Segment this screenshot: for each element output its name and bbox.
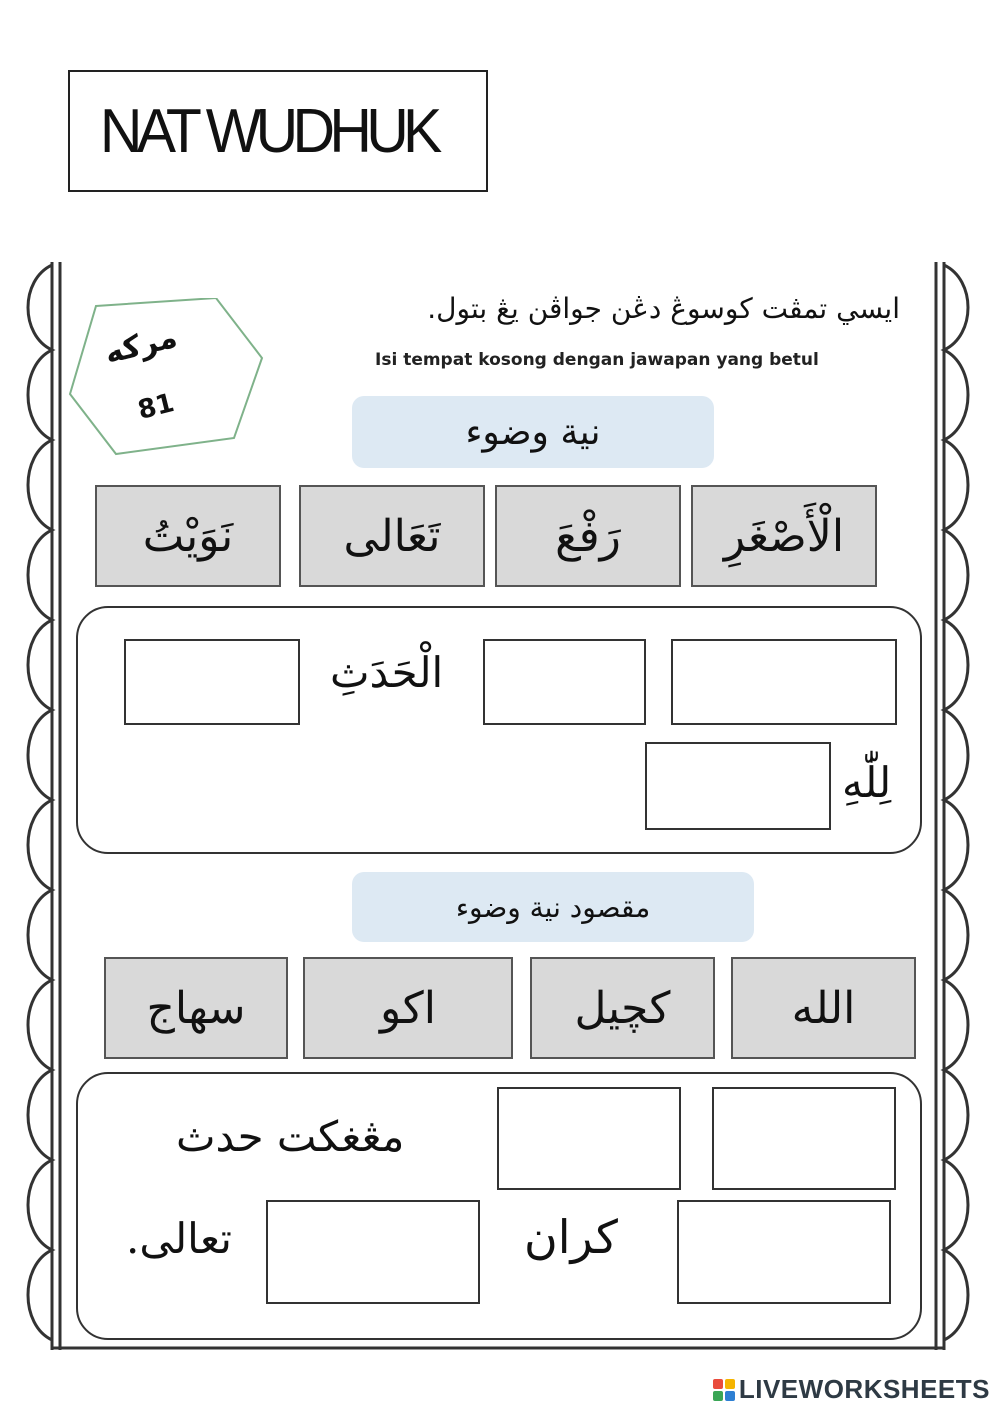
- answer-blank[interactable]: [645, 742, 831, 830]
- liveworksheets-brand: [713, 1374, 990, 1405]
- answer-blank[interactable]: [671, 639, 897, 725]
- word-lillah: لِلّٰهِ: [842, 758, 892, 807]
- word-tile[interactable]: تَعَالى: [299, 485, 485, 587]
- word-taala: تعالى.: [126, 1214, 232, 1263]
- word-tile[interactable]: الله: [731, 957, 916, 1059]
- answer-blank[interactable]: [677, 1200, 891, 1304]
- word-menghilangkan: مڠغكت حدث: [176, 1112, 405, 1161]
- answer-blank[interactable]: [266, 1200, 480, 1304]
- worksheet-title-box: [68, 70, 488, 192]
- instruction-arabic: ايسي تمڤت كوسوڠ دڠن جواڤن يڠ بتول.: [427, 292, 900, 325]
- word-tile[interactable]: كچيل: [530, 957, 715, 1059]
- answer-blank[interactable]: [497, 1087, 681, 1190]
- section2-title: مقصود نية وضوء: [352, 872, 754, 942]
- word-tile[interactable]: رَفْعَ: [495, 485, 681, 587]
- answer-blank[interactable]: [483, 639, 646, 725]
- brand-text: LIVEWORKSHEETS: [738, 1374, 990, 1404]
- word-tile[interactable]: الْأَصْغَرِ: [691, 485, 877, 587]
- answer-blank[interactable]: [124, 639, 300, 725]
- section1-title: نية وضوء: [352, 396, 714, 468]
- liveworksheets-logo-icon: [713, 1379, 735, 1401]
- word-tile[interactable]: سهاج: [104, 957, 288, 1059]
- instruction-malay: Isi tempat kosong dengan jawapan yang betul: [375, 350, 819, 370]
- word-hadath: الْحَدَثِ: [330, 648, 444, 697]
- word-kerana: كران: [524, 1210, 618, 1264]
- badge-number: 81: [134, 388, 178, 426]
- worksheet-title: NAT WUDHUK: [99, 96, 437, 166]
- word-tile[interactable]: نَوَيْتُ: [95, 485, 281, 587]
- word-tile[interactable]: اكو: [303, 957, 513, 1059]
- answer-blank[interactable]: [712, 1087, 896, 1190]
- badge-label: مركه: [101, 319, 181, 372]
